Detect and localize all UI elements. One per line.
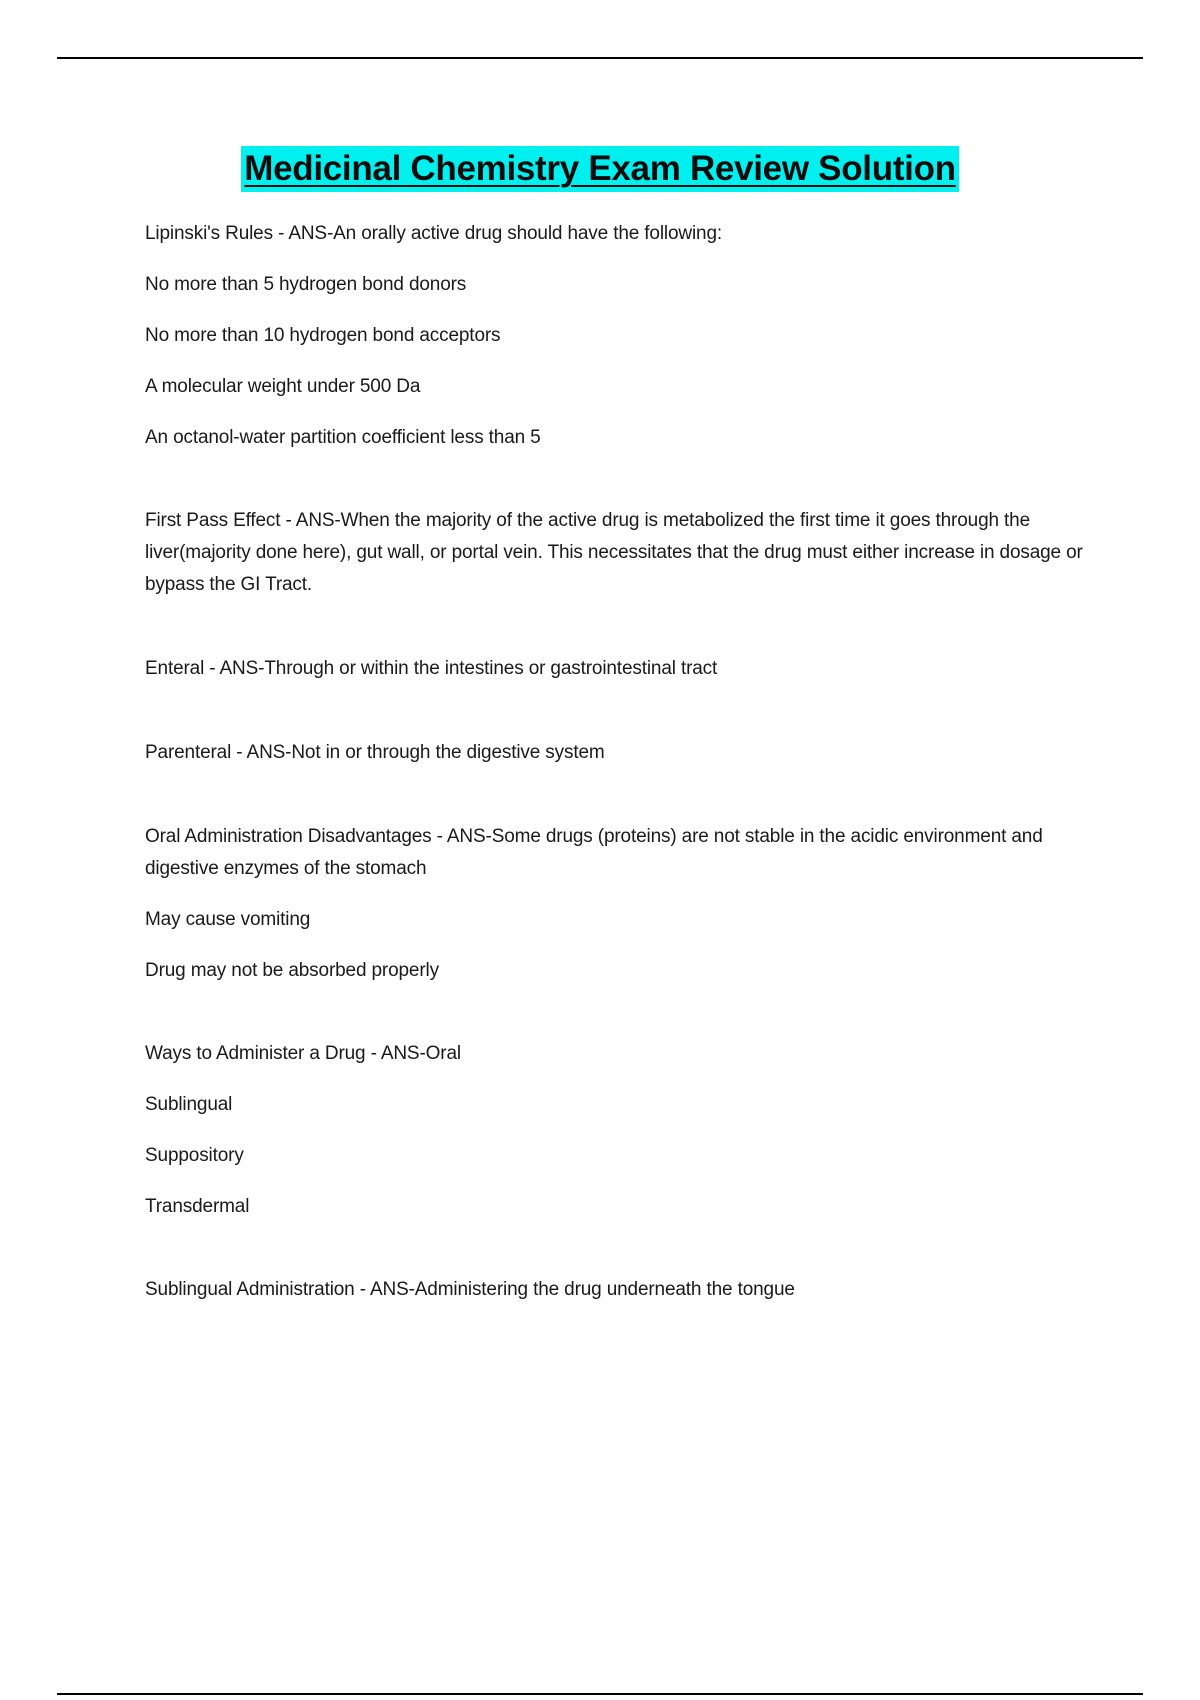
entry-text: No more than 5 hydrogen bond donors bbox=[145, 274, 467, 295]
entry-sublingual-administration bbox=[145, 1274, 1095, 1306]
title-container bbox=[0, 146, 1200, 192]
entry-text: No more than 10 hydrogen bond acceptors bbox=[145, 325, 501, 346]
entry-text: First Pass Effect - ANS-When the majority of the active drug is metabolized the first time it goes through the liver(majority done here), gut wall, or portal vein. This necessitates that the drug must either increase in dosage or bypass the GI Tract. bbox=[145, 510, 1083, 595]
document-title: Medicinal Chemistry Exam Review Solution bbox=[241, 146, 959, 192]
entry-text: Sublingual bbox=[145, 1094, 233, 1115]
entry-oral-disadvantages bbox=[145, 821, 1095, 987]
entry-text: Enteral - ANS-Through or within the intestines or gastrointestinal tract bbox=[145, 658, 718, 679]
entry-text: Sublingual Administration - ANS-Administering the drug underneath the tongue bbox=[145, 1279, 795, 1300]
entry-parenteral bbox=[145, 737, 1095, 769]
document-body bbox=[145, 218, 1095, 1325]
entry-text: May cause vomiting bbox=[145, 909, 311, 930]
entry-text: Suppository bbox=[145, 1145, 244, 1166]
entry-text: An octanol-water partition coefficient less than 5 bbox=[145, 427, 541, 448]
entry-text: Ways to Administer a Drug - ANS-Oral bbox=[145, 1043, 461, 1064]
bottom-rule bbox=[57, 1693, 1143, 1695]
entry-first-pass-effect bbox=[145, 505, 1095, 601]
entry-lipinski bbox=[145, 218, 1095, 454]
entry-text: Drug may not be absorbed properly bbox=[145, 960, 439, 981]
entry-text: A molecular weight under 500 Da bbox=[145, 376, 421, 397]
entry-text: Parenteral - ANS-Not in or through the digestive system bbox=[145, 742, 605, 763]
top-rule bbox=[57, 57, 1143, 59]
entry-text: Oral Administration Disadvantages - ANS-Some drugs (proteins) are not stable in the acidic environment and digestive enzymes of the stomach bbox=[145, 826, 1043, 879]
entry-enteral bbox=[145, 653, 1095, 685]
entry-text: Transdermal bbox=[145, 1196, 250, 1217]
entry-ways-to-administer bbox=[145, 1038, 1095, 1223]
entry-text: Lipinski's Rules - ANS-An orally active drug should have the following: bbox=[145, 223, 722, 244]
